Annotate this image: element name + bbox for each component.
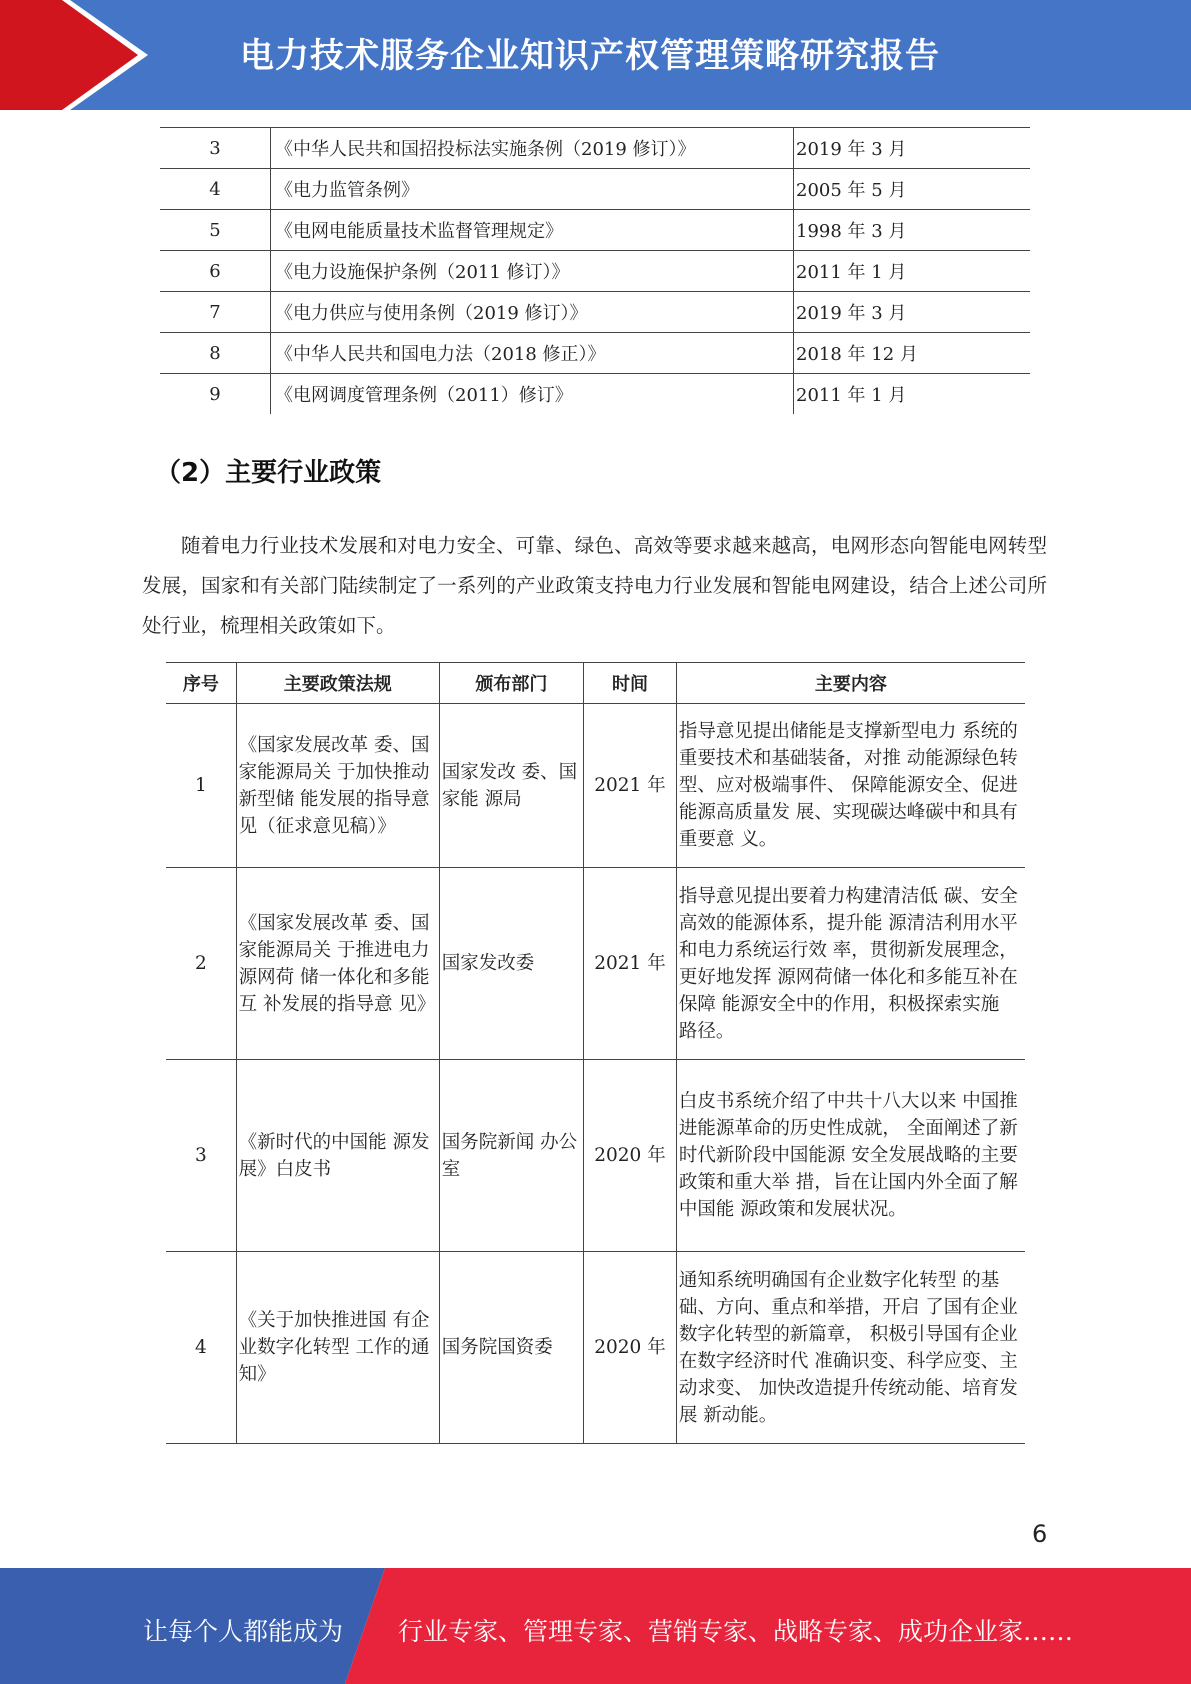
- row-number: 5: [160, 210, 271, 251]
- law-name: 《中华人民共和国电力法（2018 修正）》: [271, 333, 794, 374]
- law-date: 2019 年 3 月: [794, 292, 1031, 333]
- page-number: 6: [1032, 1520, 1048, 1548]
- report-title: 电力技术服务企业知识产权管理策略研究报告: [240, 36, 940, 76]
- law-date: 2011 年 1 月: [794, 374, 1031, 415]
- row-number: 1: [166, 704, 236, 868]
- row-number: 3: [166, 1060, 236, 1252]
- table-row: [160, 210, 1030, 251]
- law-name: 《中华人民共和国招投标法实施条例（2019 修订）》: [271, 128, 794, 169]
- policy-content: 白皮书系统介绍了中共十八大以来 中国推进能源革命的历史性成就， 全面阐述了新时代新阶段中国能源 安全发展战略的主要政策和重大举 措，旨在让国内外全面了解中国能 源政策和发展状况。: [676, 1060, 1025, 1252]
- policy-dept: 国务院国资委: [439, 1252, 583, 1444]
- row-number: 4: [160, 169, 271, 210]
- policy-law: 《国家发展改革 委、国家能源局关 于推进电力源网荷 储一体化和多能互 补发展的指导意 见》: [236, 868, 439, 1060]
- law-date: 2019 年 3 月: [794, 128, 1031, 169]
- table-row: [160, 333, 1030, 374]
- law-date: 2005 年 5 月: [794, 169, 1031, 210]
- header-dept: 颁布部门: [439, 663, 583, 704]
- law-name: 《电网调度管理条例（2011）修订》: [271, 374, 794, 415]
- table-row: [166, 1060, 1025, 1252]
- table-row: [160, 292, 1030, 333]
- law-name: 《电网电能质量技术监督管理规定》: [271, 210, 794, 251]
- policy-time: 2020 年: [584, 1060, 677, 1252]
- row-number: 8: [160, 333, 271, 374]
- policy-table: [166, 662, 1025, 1444]
- table-row: [166, 704, 1025, 868]
- page-footer: [0, 1568, 1191, 1684]
- policy-time: 2021 年: [584, 704, 677, 868]
- policy-law: 《关于加快推进国 有企业数字化转型 工作的通知》: [236, 1252, 439, 1444]
- footer-slogan-right: 行业专家、管理专家、营销专家、战略专家、成功企业家……: [398, 1617, 1074, 1646]
- table-row: [166, 868, 1025, 1060]
- law-date: 2011 年 1 月: [794, 251, 1031, 292]
- policy-law: 《新时代的中国能 源发展》白皮书: [236, 1060, 439, 1252]
- row-number: 2: [166, 868, 236, 1060]
- table-row: [166, 1252, 1025, 1444]
- row-number: 3: [160, 128, 271, 169]
- policy-law: 《国家发展改革 委、国家能源局关 于加快推动新型储 能发展的指导意见（征求意见稿）》: [236, 704, 439, 868]
- policy-dept: 国家发改 委、国家能 源局: [439, 704, 583, 868]
- table-row: [160, 128, 1030, 169]
- policy-dept: 国务院新闻 办公室: [439, 1060, 583, 1252]
- row-number: 9: [209, 383, 221, 405]
- row-number: 4: [166, 1252, 236, 1444]
- header-law: 主要政策法规: [236, 663, 439, 704]
- policy-content: 通知系统明确国有企业数字化转型 的基础、方向、重点和举措，开启 了国有企业数字化转型的新篇章， 积极引导国有企业在数字经济时代 准确识变、科学应变、主动求变、 加快改造提升传统动能、培育发展 新动能。: [676, 1252, 1025, 1444]
- policy-content: 指导意见提出储能是支撑新型电力 系统的重要技术和基础装备，对推 动能源绿色转型、应对极端事件、 保障能源安全、促进能源高质量发 展、实现碳达峰碳中和具有重要意 义。: [676, 704, 1025, 868]
- law-date: 2018 年 12 月: [794, 333, 1031, 374]
- table-row: [160, 169, 1030, 210]
- intro-paragraph: 随着电力行业技术发展和对电力安全、可靠、绿色、高效等要求越来越高，电网形态向智能电网转型发展，国家和有关部门陆续制定了一系列的产业政策支持电力行业发展和智能电网建设，结合上述公司所处行业，梳理相关政策如下。: [142, 534, 1047, 637]
- law-name: 《电力设施保护条例（2011 修订）》: [271, 251, 794, 292]
- row-number: 7: [160, 292, 271, 333]
- policy-content: 指导意见提出要着力构建清洁低 碳、安全高效的能源体系，提升能 源清洁利用水平和电力系统运行效 率，贯彻新发展理念，更好地发挥 源网荷储一体化和多能互补在保障 能源安全中的作用，积极探索实施 路径。: [676, 868, 1025, 1060]
- table-row: [160, 374, 1030, 415]
- law-date: 1998 年 3 月: [794, 210, 1031, 251]
- table-header-row: [166, 663, 1025, 704]
- law-name: 《电力监管条例》: [271, 169, 794, 210]
- row-number: 6: [160, 251, 271, 292]
- law-name: 《电力供应与使用条例（2019 修订）》: [271, 292, 794, 333]
- law-table: [160, 127, 1030, 414]
- header-num: 序号: [166, 663, 236, 704]
- header-content: 主要内容: [676, 663, 1025, 704]
- page-header: [0, 0, 1191, 110]
- header-time: 时间: [584, 663, 677, 704]
- table-row: [160, 251, 1030, 292]
- policy-time: 2020 年: [584, 1252, 677, 1444]
- policy-dept: 国家发改委: [439, 868, 583, 1060]
- policy-time: 2021 年: [584, 868, 677, 1060]
- footer-slogan-left: 让每个人都能成为: [143, 1617, 344, 1646]
- section-heading: （2）主要行业政策: [155, 458, 382, 488]
